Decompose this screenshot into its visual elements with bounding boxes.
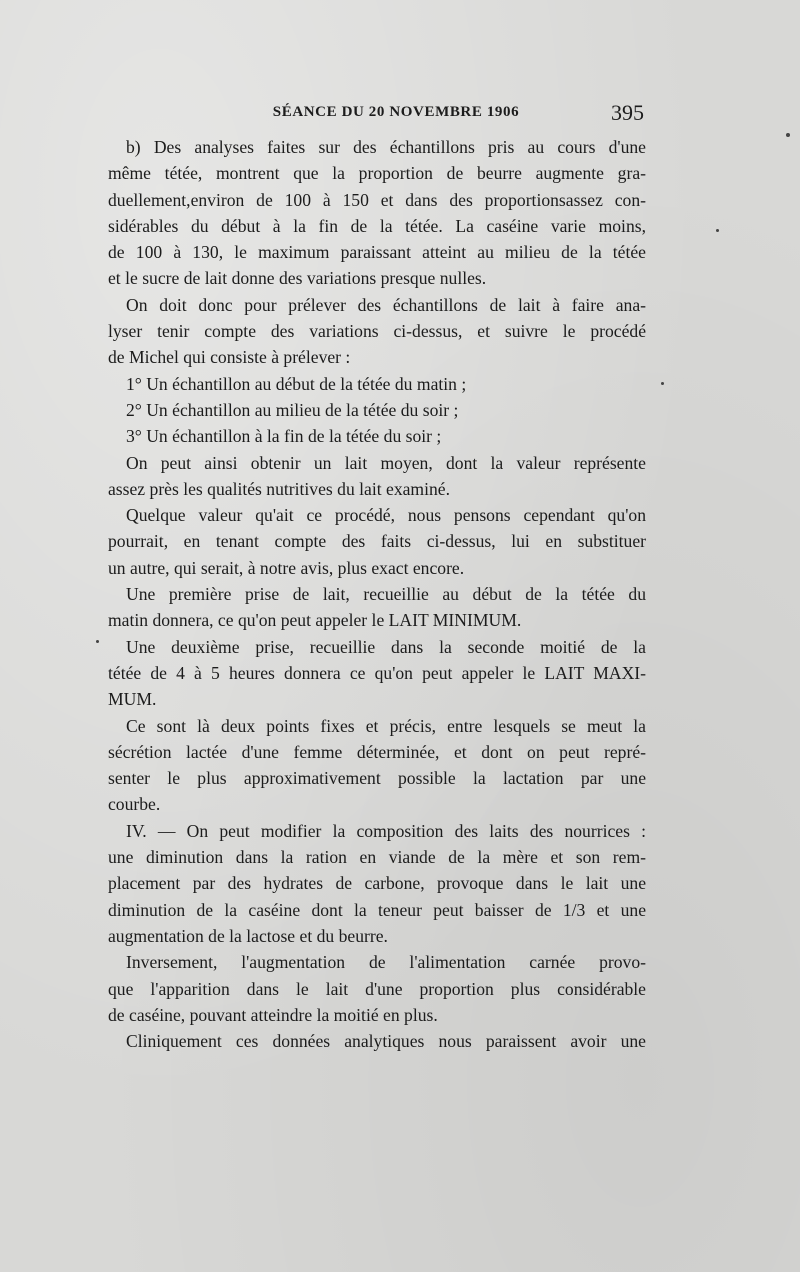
text-line: Ce sont là deux points fixes et précis, entre lesquels se meut la (126, 715, 646, 736)
text-line: tétée de 4 à 5 heures donnera ce qu'on peut appeler le LAIT MAXI- (108, 662, 646, 683)
text-line: On peut ainsi obtenir un lait moyen, dont la valeur représente (126, 452, 646, 473)
text-line: Inversement, l'augmentation de l'alimentation carnée provo- (126, 952, 646, 973)
text-line: sidérables du début à la fin de la tétée. La caséine varie moins, (108, 215, 646, 236)
text-line: Cliniquement ces données analytiques nous paraissent avoir une (126, 1031, 646, 1052)
text-line: augmentation de la lactose et du beurre. (108, 925, 388, 946)
scan-speck (661, 382, 664, 385)
text-line: même tétée, montrent que la proportion de beurre augmente gra- (108, 163, 646, 184)
text-line: de Michel qui consiste à prélever : (108, 347, 351, 368)
text-line: diminution de la caséine dont la teneur peut baisser de 1/3 et une (108, 899, 646, 920)
body-text (108, 134, 646, 1054)
text-line: b) Des analyses faites sur des échantillons pris au cours d'une (126, 137, 646, 157)
running-head (108, 100, 646, 128)
scan-speck (786, 133, 790, 137)
scan-speck (716, 229, 719, 232)
scan-speck (96, 640, 99, 643)
text-line: sécrétion lactée d'une femme déterminée, et dont on peut repré- (108, 741, 646, 762)
text-line: duellement,environ de 100 à 150 et dans des proportionsassez con- (108, 189, 646, 210)
text-line: que l'apparition dans le lait d'une proportion plus considérable (108, 978, 646, 999)
text-line: assez près les qualités nutritives du lait examiné. (108, 478, 451, 499)
text-line: lyser tenir compte des variations ci-dessus, et suivre le procédé (108, 321, 646, 342)
text-line: courbe. (108, 794, 161, 815)
text-line: Une première prise de lait, recueillie au début de la tétée du (126, 584, 646, 605)
text-line: MUM. (108, 689, 157, 710)
text-line: IV. — On peut modifier la composition des laits des nourrices : (126, 820, 646, 841)
text-line: 2° Un échantillon au milieu de la tétée du soir ; (126, 399, 459, 420)
text-line: 1° Un échantillon au début de la tétée du matin ; (126, 373, 467, 394)
text-line: de caséine, pouvant atteindre la moitié en plus. (108, 1004, 438, 1025)
text-line: Quelque valeur qu'ait ce procédé, nous pensons cependant qu'on (126, 505, 646, 526)
text-line: placement par des hydrates de carbone, provoque dans le lait une (108, 873, 646, 894)
text-line: et le sucre de lait donne des variations presque nulles. (108, 268, 487, 289)
text-line: 3° Un échantillon à la fin de la tétée du soir ; (126, 426, 442, 447)
text-line: une diminution dans la ration en viande de la mère et son rem- (108, 847, 646, 868)
running-title: SÉANCE DU 20 NOVEMBRE 1906 (272, 104, 520, 120)
text-line: pourrait, en tenant compte des faits ci-dessus, lui en substituer (108, 531, 646, 552)
text-line: un autre, qui serait, à notre avis, plus exact encore. (108, 557, 465, 578)
text-line: On doit donc pour prélever des échantillons de lait à faire ana- (126, 294, 646, 315)
text-line: senter le plus approximativement possible la lactation par une (108, 768, 646, 789)
text-line: matin donnera, ce qu'on peut appeler le LAIT MINIMUM. (108, 610, 522, 631)
page-number: 395 (611, 100, 644, 125)
text-line: de 100 à 130, le maximum paraissant atteint au milieu de la tétée (108, 242, 646, 263)
text-line: Une deuxième prise, recueillie dans la seconde moitié de la (126, 636, 646, 657)
